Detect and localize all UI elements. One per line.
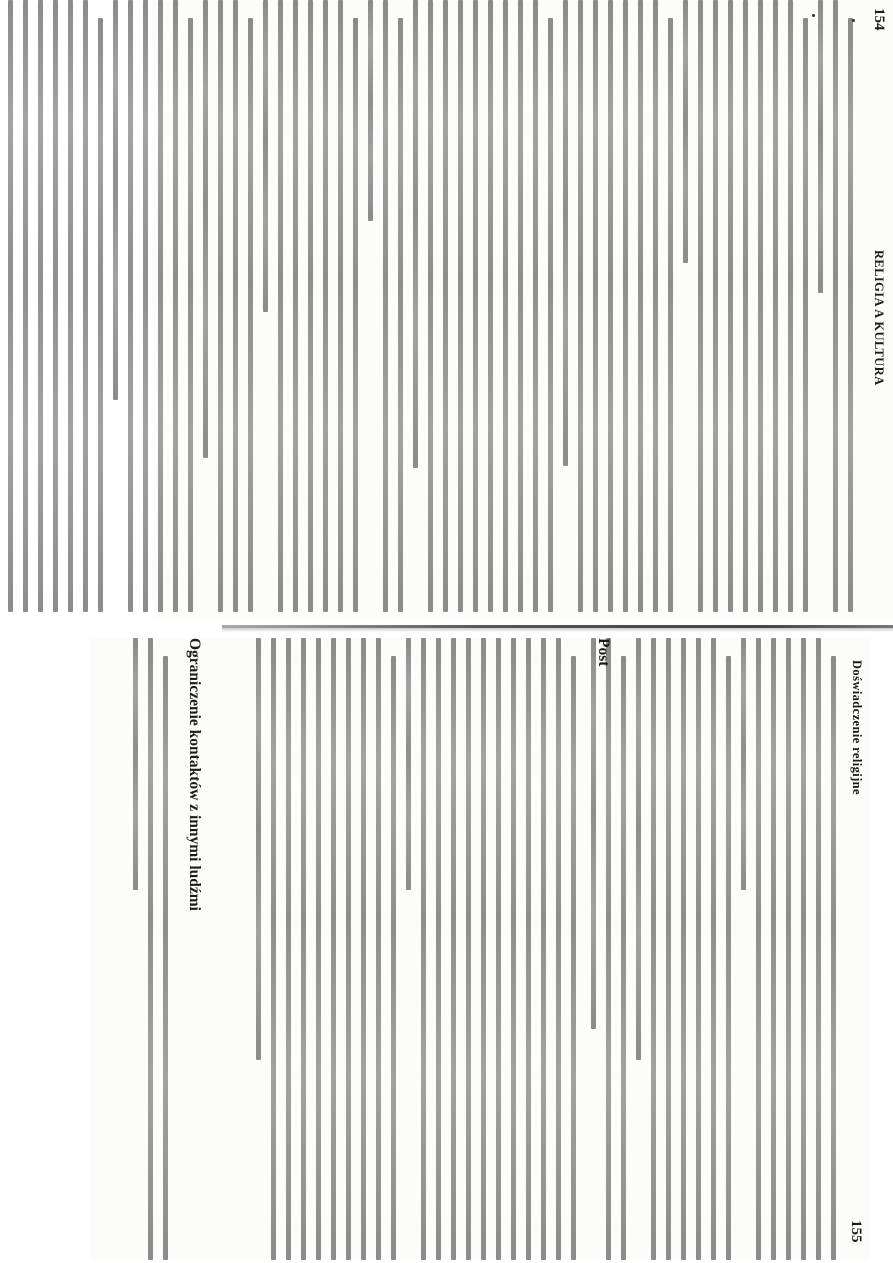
text-line [522,638,535,1260]
text-line [739,0,752,612]
text-line [722,638,735,1260]
text-line [559,0,572,612]
scan-speck [852,19,855,22]
page-155 [90,638,870,1260]
text-line [677,638,690,1260]
text-line [574,0,587,612]
text-line [214,0,227,612]
text-line [844,0,857,612]
text-line [319,0,332,612]
text-line [229,0,242,612]
text-line [387,638,400,1260]
text-line [797,638,810,1260]
text-line [34,0,47,612]
text-line [709,0,722,612]
text-line [334,0,347,612]
text-line [507,638,520,1260]
text-line [169,0,182,612]
text-line [814,0,827,612]
text-line [0,0,2,612]
text-line [544,0,557,612]
text-line [259,0,272,612]
scan-speck [812,14,815,17]
text-line [694,0,707,612]
body-text [0,0,857,612]
text-line [297,638,310,1260]
text-line [552,638,565,1260]
text-line [379,0,392,612]
text-line [769,0,782,612]
text-line [469,0,482,612]
text-line [724,0,737,612]
text-line [634,0,647,612]
running-head: Doświadczenie religijne [850,660,864,795]
text-line [184,0,197,612]
page-number: 155 [848,1220,864,1243]
text-line [244,0,257,612]
text-line [139,0,152,612]
body-text-contacts [127,638,172,1260]
text-line [372,638,385,1260]
text-line [357,638,370,1260]
text-line [492,638,505,1260]
page-fold-shadow [222,628,893,632]
text-line [754,0,767,612]
text-line [4,0,17,612]
text-line [827,638,840,1260]
text-line [342,638,355,1260]
text-line [829,0,842,612]
text-line [409,0,422,612]
text-line [49,0,62,612]
text-line [19,0,32,612]
text-line [602,638,615,1260]
text-line [649,0,662,612]
text-line [589,0,602,612]
text-line [417,638,430,1260]
text-line [662,638,675,1260]
text-line [424,0,437,612]
text-line [274,0,287,612]
text-line [799,0,812,612]
text-line [462,638,475,1260]
text-line [154,0,167,612]
text-line [267,638,280,1260]
text-line [454,0,467,612]
body-text-intro [585,638,840,1260]
text-line [159,638,172,1260]
text-line [252,638,265,1260]
text-line [782,638,795,1260]
text-line [812,638,825,1260]
text-line [784,0,797,612]
text-line [432,638,445,1260]
running-head: RELIGIA A KULTURA [872,250,886,386]
text-line [124,0,137,612]
text-line [484,0,497,612]
text-line [604,0,617,612]
text-line [109,0,122,612]
text-line [514,0,527,612]
text-line [289,0,302,612]
text-line [587,638,600,1260]
text-line [439,0,452,612]
text-line [364,0,377,612]
text-line [752,638,765,1260]
text-line [312,638,325,1260]
text-line [129,638,142,1260]
page-154 [153,0,893,620]
text-line [619,0,632,612]
text-line [617,638,630,1260]
text-line [327,638,340,1260]
text-line [647,638,660,1260]
text-line [79,0,92,612]
text-line [567,638,580,1260]
body-text-post [250,638,580,1260]
section-heading-post: Post [595,638,612,667]
text-line [349,0,362,612]
text-line [64,0,77,612]
text-line [767,638,780,1260]
text-line [707,638,720,1260]
text-line [477,638,490,1260]
text-line [499,0,512,612]
text-line [402,638,415,1260]
text-line [692,638,705,1260]
text-line [632,638,645,1260]
page-number: 154 [871,8,887,31]
text-line [737,638,750,1260]
text-line [199,0,212,612]
text-line [144,638,157,1260]
text-line [679,0,692,612]
text-line [537,638,550,1260]
text-line [664,0,677,612]
text-line [304,0,317,612]
text-line [394,0,407,612]
text-line [529,0,542,612]
text-line [447,638,460,1260]
text-line [94,0,107,612]
text-line [282,638,295,1260]
section-heading-contacts: Ograniczenie kontaktów z innymi ludźmi [186,638,203,911]
